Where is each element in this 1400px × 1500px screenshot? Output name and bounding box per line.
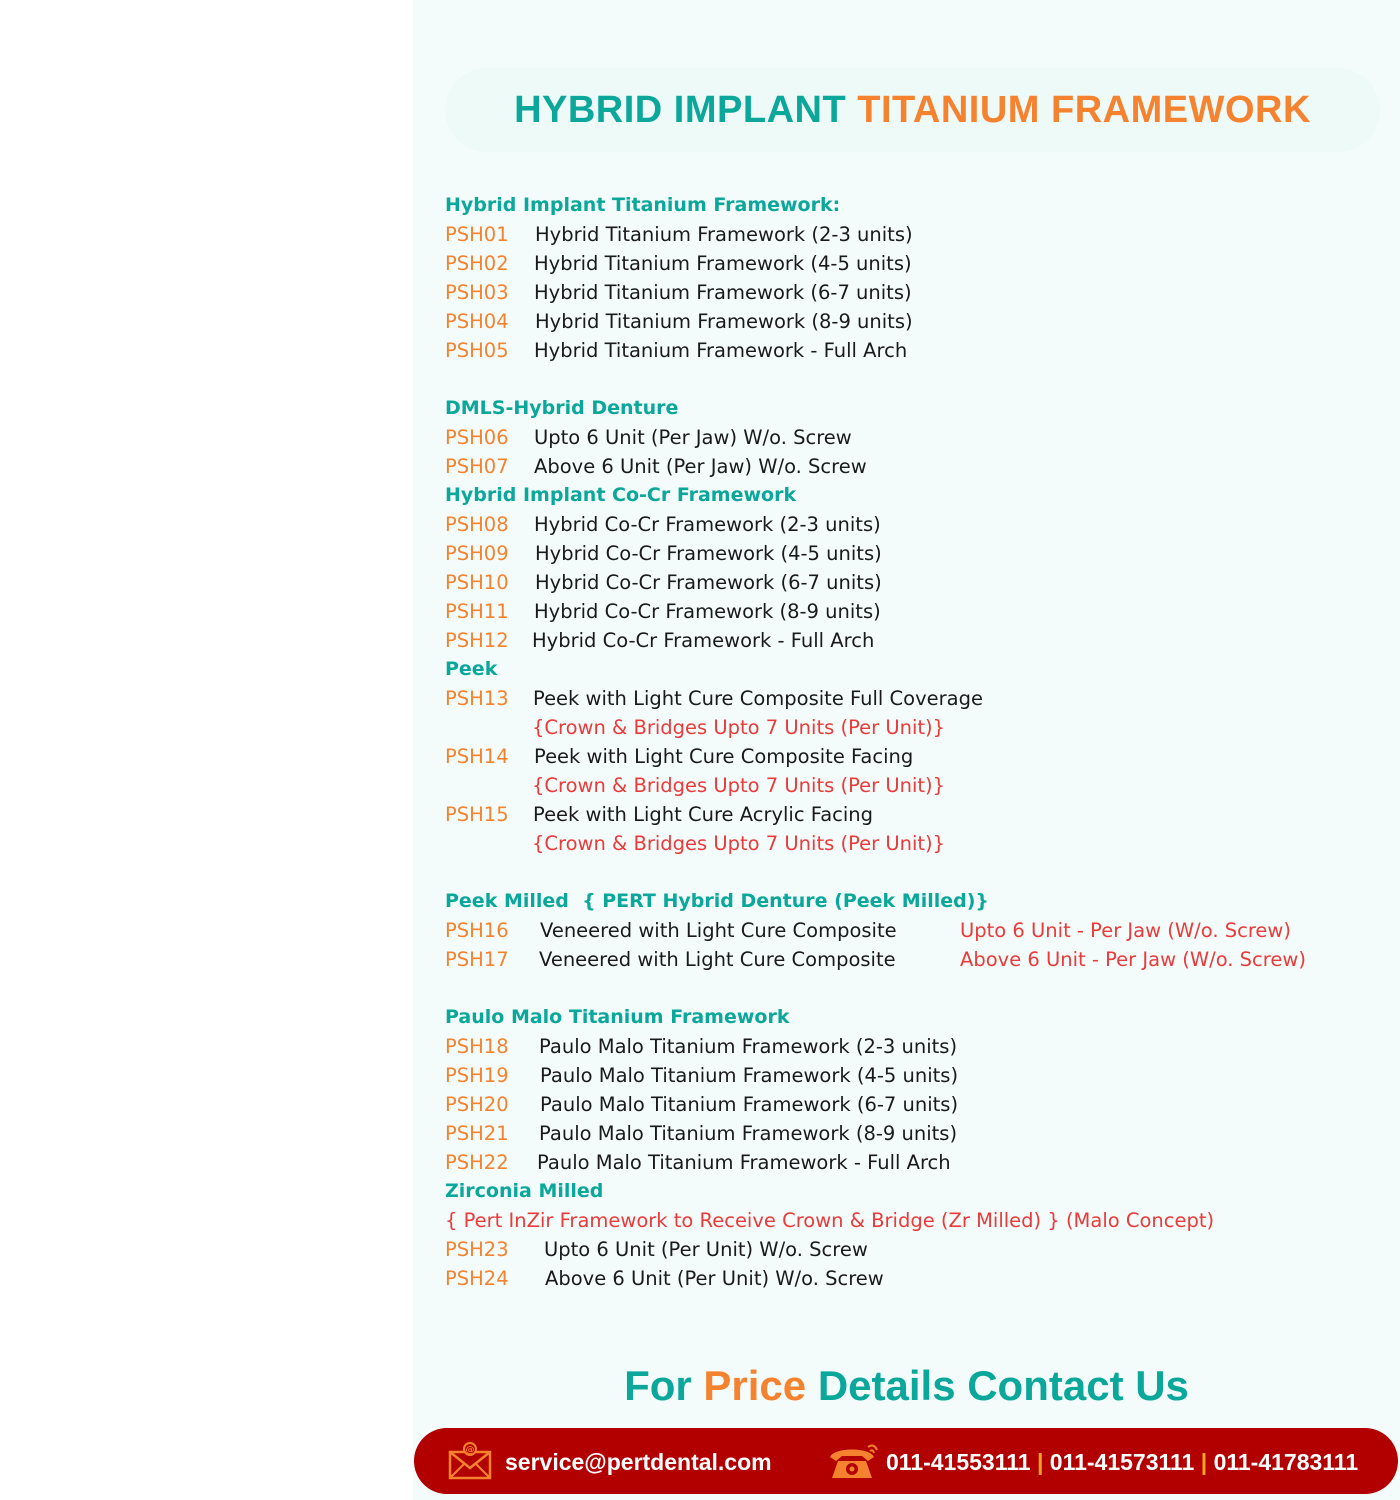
contact-callout <box>413 1358 1400 1414</box>
item-description: Hybrid Titanium Framework (4-5 units) <box>534 252 912 275</box>
item-description: Paulo Malo Titanium Framework (6-7 units) <box>540 1093 959 1116</box>
item-description: Paulo Malo Titanium Framework (4-5 units) <box>540 1064 959 1087</box>
item-note-row <box>445 829 1385 858</box>
section-note-row <box>445 1206 1385 1235</box>
list-item <box>445 539 1385 568</box>
list-item <box>445 568 1385 597</box>
cta-part-1: For <box>624 1362 692 1409</box>
phone-separator: | <box>1036 1449 1044 1475</box>
contact-email[interactable]: service@pertdental.com <box>505 1449 772 1475</box>
item-description: Peek with Light Cure Composite Facing <box>534 745 914 768</box>
item-description: Above 6 Unit (Per Unit) W/o. Screw <box>545 1267 884 1290</box>
list-item <box>445 452 1385 481</box>
phone-1[interactable]: 011-41553111 <box>886 1449 1031 1475</box>
item-code: PSH05 <box>445 339 509 362</box>
list-item <box>445 423 1385 452</box>
item-code: PSH08 <box>445 513 509 536</box>
phone-2[interactable]: 011-41573111 <box>1049 1449 1195 1475</box>
item-description: Hybrid Co-Cr Framework (2-3 units) <box>534 513 881 536</box>
item-description: Above 6 Unit (Per Jaw) W/o. Screw <box>534 455 867 478</box>
item-code: PSH17 <box>445 948 509 971</box>
svg-text:@: @ <box>465 1445 475 1456</box>
section-header: DMLS-Hybrid Denture <box>445 397 679 419</box>
phone-3[interactable]: 011-41783111 <box>1213 1449 1359 1475</box>
list-item <box>445 278 1385 307</box>
title-part-1: HYBRID IMPLANT <box>514 89 847 131</box>
item-code: PSH16 <box>445 919 509 942</box>
item-description: Hybrid Co-Cr Framework (4-5 units) <box>535 542 882 565</box>
section-header: Hybrid Implant Co-Cr Framework <box>445 484 797 506</box>
section-header: Hybrid Implant Titanium Framework: <box>445 194 841 216</box>
list-item <box>445 1264 1385 1293</box>
section-header: Peek Milled { PERT Hybrid Denture (Peek Milled)} <box>445 890 989 912</box>
item-code: PSH13 <box>445 687 509 710</box>
title-part-2: TITANIUM FRAMEWORK <box>857 89 1311 131</box>
item-code: PSH04 <box>445 310 509 333</box>
item-code: PSH11 <box>445 600 509 623</box>
item-code: PSH06 <box>445 426 509 449</box>
item-code: PSH09 <box>445 542 509 565</box>
item-description: Paulo Malo Titanium Framework - Full Arch <box>537 1151 951 1174</box>
item-code: PSH02 <box>445 252 509 275</box>
item-code: PSH20 <box>445 1093 509 1116</box>
item-note: Above 6 Unit - Per Jaw (W/o. Screw) <box>960 948 1306 971</box>
item-code: PSH14 <box>445 745 509 768</box>
item-description: Paulo Malo Titanium Framework (8-9 units) <box>539 1122 958 1145</box>
item-code: PSH12 <box>445 629 509 652</box>
item-code: PSH23 <box>445 1238 509 1261</box>
list-item <box>445 916 1385 945</box>
item-description: Peek with Light Cure Composite Full Coverage <box>533 687 983 710</box>
section-header: Peek <box>445 658 498 680</box>
item-description: Paulo Malo Titanium Framework (2-3 units) <box>539 1035 958 1058</box>
item-description: Hybrid Co-Cr Framework (6-7 units) <box>535 571 882 594</box>
price-list <box>445 191 1385 1293</box>
list-item <box>445 220 1385 249</box>
item-code: PSH01 <box>445 223 509 246</box>
item-note-row <box>445 771 1385 800</box>
item-code: PSH21 <box>445 1122 509 1145</box>
list-item <box>445 1119 1385 1148</box>
item-note: {Crown & Bridges Upto 7 Units (Per Unit)} <box>532 832 946 855</box>
list-item <box>445 800 1385 829</box>
section-header: Paulo Malo Titanium Framework <box>445 1006 790 1028</box>
item-description: Upto 6 Unit (Per Unit) W/o. Screw <box>544 1238 868 1261</box>
item-code: PSH22 <box>445 1151 509 1174</box>
page-title <box>445 86 1380 134</box>
list-item <box>445 1061 1385 1090</box>
cta-part-3: Details Contact Us <box>817 1362 1189 1409</box>
item-note-row <box>445 713 1385 742</box>
list-item <box>445 1148 1385 1177</box>
item-description: Hybrid Co-Cr Framework (8-9 units) <box>534 600 881 623</box>
list-item <box>445 684 1385 713</box>
list-item <box>445 1235 1385 1264</box>
item-description: Hybrid Titanium Framework (8-9 units) <box>535 310 913 333</box>
item-description: Hybrid Titanium Framework - Full Arch <box>534 339 908 362</box>
item-code: PSH24 <box>445 1267 509 1290</box>
list-item <box>445 249 1385 278</box>
item-description: Veneered with Light Cure Composite <box>539 948 896 971</box>
item-description: Upto 6 Unit (Per Jaw) W/o. Screw <box>534 426 852 449</box>
list-item <box>445 1090 1385 1119</box>
contact-phones <box>886 1448 1358 1476</box>
item-note: {Crown & Bridges Upto 7 Units (Per Unit)} <box>532 716 946 739</box>
telephone-icon <box>824 1441 880 1481</box>
item-code: PSH19 <box>445 1064 509 1087</box>
item-code: PSH03 <box>445 281 509 304</box>
item-code: PSH15 <box>445 803 509 826</box>
item-code: PSH10 <box>445 571 509 594</box>
item-description: Hybrid Titanium Framework (6-7 units) <box>534 281 912 304</box>
list-item <box>445 626 1385 655</box>
list-item <box>445 742 1385 771</box>
item-description: Hybrid Titanium Framework (2-3 units) <box>535 223 913 246</box>
item-code: PSH18 <box>445 1035 509 1058</box>
list-item <box>445 1032 1385 1061</box>
list-item <box>445 510 1385 539</box>
list-item <box>445 597 1385 626</box>
contact-footer <box>414 1428 1398 1494</box>
list-item <box>445 307 1385 336</box>
item-note: Upto 6 Unit - Per Jaw (W/o. Screw) <box>960 919 1291 942</box>
list-item <box>445 336 1385 365</box>
phone-separator: | <box>1200 1449 1208 1475</box>
list-item <box>445 945 1385 974</box>
item-description: Peek with Light Cure Acrylic Facing <box>533 803 874 826</box>
item-code: PSH07 <box>445 455 509 478</box>
envelope-icon <box>447 1440 493 1482</box>
section-note: { Pert InZir Framework to Receive Crown & Bridge (Zr Milled) } (Malo Concept) <box>445 1209 1215 1232</box>
cta-part-2: Price <box>703 1362 807 1409</box>
section-header: Zirconia Milled <box>445 1180 604 1202</box>
item-description: Hybrid Co-Cr Framework - Full Arch <box>532 629 875 652</box>
item-note: {Crown & Bridges Upto 7 Units (Per Unit)} <box>532 774 946 797</box>
item-description: Veneered with Light Cure Composite <box>540 919 897 942</box>
